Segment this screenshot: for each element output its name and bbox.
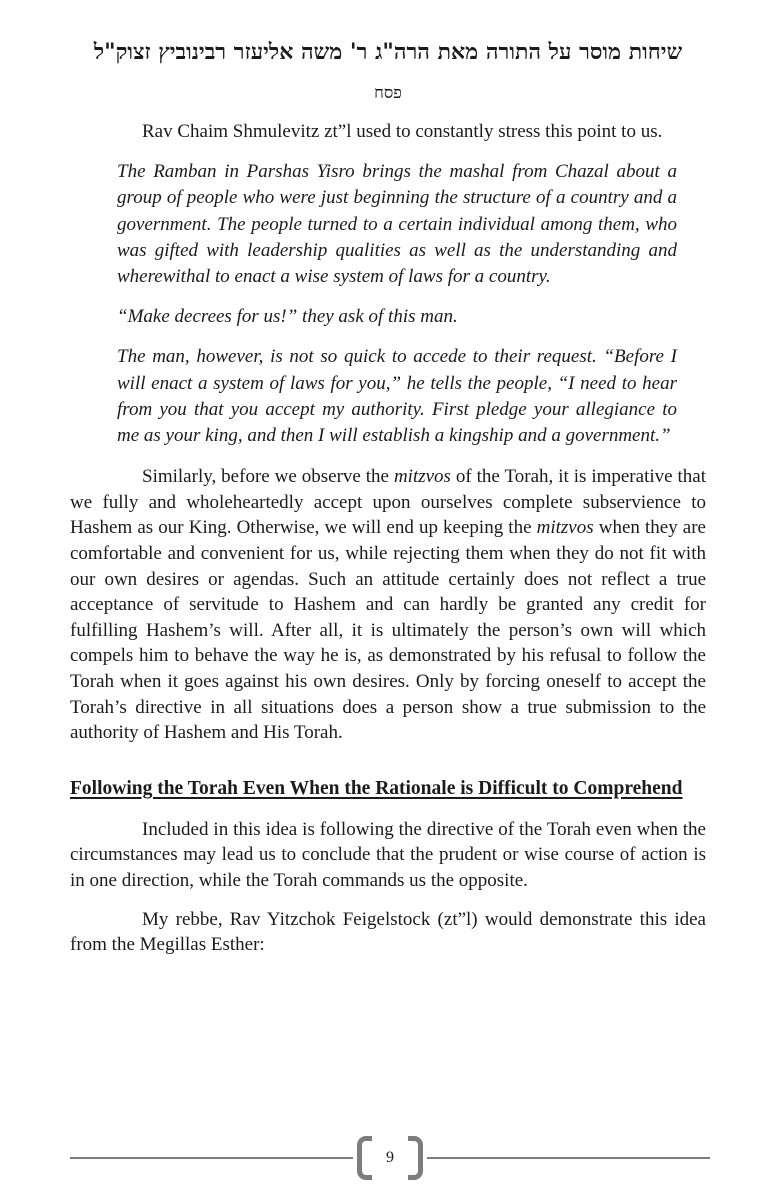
section-heading (70, 774, 706, 803)
right-bracket-ornament-icon (408, 1136, 423, 1180)
similarly-segment-2: of the Torah, it is imperative that we fully and wholeheartedly accept upon ourselves complete subservience to Hashem as our King. Otherwise, we will end up keeping the (70, 466, 706, 539)
mashal-quote-block (117, 159, 706, 449)
quote-paragraph-2: “Make decrees for us!” they ask of this man. (117, 306, 458, 328)
section-heading-text: Following the Torah Even When the Rationale is Difficult to Comprehend (70, 777, 683, 799)
page-header (70, 38, 706, 103)
page-footer (70, 1134, 710, 1182)
similarly-segment-3: when they are comfortable and convenient for us, while rejecting them when they do not fit with our own desires or agendas. Such an attitude certainly does not reflect a true acceptance of servitude to Hashem and can hardly be granted any credit for fulfilling Hashem’s will. After all, it is ultimately the person’s own will which compels him to behave the way he is, as demonstrated by his refusal to follow the Torah when it goes against his own desires. Only by forcing oneself to accept the Torah’s directive in all situations does a person show a true submission to the authority of Hashem and His Torah. (70, 517, 706, 744)
footer-rule-right (427, 1157, 710, 1159)
left-bracket-ornament-icon (357, 1136, 372, 1180)
page-body (70, 119, 706, 958)
intro-paragraph: Rav Chaim Shmulevitz zt”l used to constantly stress this point to us. (142, 120, 663, 142)
quote-paragraph-3: The man, however, is not so quick to accede to their request. “Before I will enact a system of laws for you,” he tells the people, “I need to hear from you that you accept my authority. First pledge your allegiance to me as your king, and then I will establish a kingship and a government.” (117, 346, 677, 447)
hebrew-subtitle-pesach: פסח (374, 82, 402, 102)
similarly-segment-1: Similarly, before we observe the (142, 466, 394, 488)
rebbe-paragraph: My rebbe, Rav Yitzchok Feigelstock (zt”l) would demonstrate this idea from the Megillas Esther: (70, 908, 706, 956)
footer-rule-left (70, 1157, 353, 1159)
quote-paragraph-1: The Ramban in Parshas Yisro brings the mashal from Chazal about a group of people who were just beginning the structure of a country and a government. The people turned to a certain individual among them, who was gifted with leadership qualities as well as the understanding and wherewithal to enact a wise system of laws for a country. (117, 161, 677, 287)
mitzvos-italic-1: mitzvos (393, 466, 451, 488)
hebrew-title: שיחות מוסר על התורה מאת הרה"ג ר' משה אליעזר רבינוביץ זצוק"ל (93, 39, 683, 65)
similarly-paragraph (70, 464, 706, 746)
page-number: 9 (386, 1149, 394, 1166)
included-paragraph: Included in this idea is following the directive of the Torah even when the circumstances may lead us to conclude that the prudent or wise course of action is in one direction, while the Torah commands us the opposite. (70, 818, 706, 891)
mitzvos-italic-2: mitzvos (536, 517, 594, 539)
